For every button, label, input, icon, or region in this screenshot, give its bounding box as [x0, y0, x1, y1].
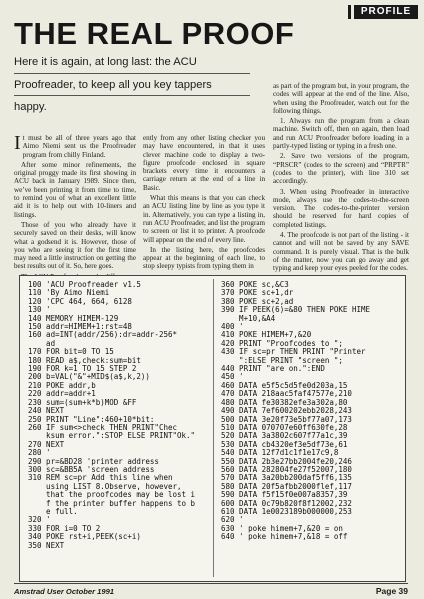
- drop-cap: I: [14, 132, 21, 154]
- listing-line: 580 DATA 20f5afbb2000flef,117: [221, 481, 352, 491]
- listing-line: ksum error.":STOP ELSE PRINT"Ok.": [28, 431, 196, 441]
- listing-line: 230 sum=(sum+k*b)MOD &FF: [28, 397, 137, 407]
- listing-line: 100 'ACU Proofreader v1.5: [28, 280, 141, 289]
- listing-line: 330 FOR i=0 TO 2: [28, 523, 101, 533]
- listing-line: 290 pr=&BD28 'printer address: [28, 456, 159, 466]
- listing-line: 300 sc=&BB5A 'screen address: [28, 464, 155, 474]
- listing-line: 460 DATA e5f5c5d5fe0d203a,15: [221, 380, 348, 390]
- program-listing: [19, 275, 406, 582]
- listing-line: ":ELSE PRINT "screen ";: [221, 355, 343, 365]
- listing-line: 550 DATA 2b3e27bb2004fe20,246: [221, 456, 352, 466]
- deck-line: Proofreader, to keep all you key tappers: [14, 78, 212, 91]
- listing-line: 180 READ a$,check:sum=bit: [28, 355, 141, 365]
- body-paragraph: 3. When using Proofreader in interactive mode, always use the codes-to-the-screen version. The codes-to-the-printer version should be reserved for hard copies of completed listings.: [273, 187, 409, 229]
- body-paragraph: ently from any other listing checker you may have encountered, in that it uses clever machine code to display a two-figure proofcode enclosed in square brackets every time it encounters a carriage return at the end of a line in Basic.: [143, 134, 265, 192]
- listing-line: 510 DATA 070707e60ff630fe,28: [221, 422, 348, 432]
- listing-line: 560 DATA 282804fe27f52007,180: [221, 464, 352, 474]
- listing-line: 520 DATA 3a3802c607f77a1c,39: [221, 431, 348, 441]
- page-footer: [14, 583, 408, 596]
- body-paragraph: 1. Always run the program from a clean machine. Switch off, then on again, then load and run ACU Proofreader before loading in a partly-typed listing or typing in a fresh one.: [273, 117, 409, 151]
- listing-line: 280 ': [28, 448, 51, 458]
- deck-line: happy.: [14, 101, 47, 113]
- listing-line: using LIST 8.Observe, however,: [28, 481, 182, 491]
- listing-line: 430 IF sc=pr THEN PRINT "Printer: [221, 347, 366, 357]
- listing-line: 150 addr=HIMEM+1:rst=48: [28, 322, 132, 332]
- listing-line: 140 MEMORY HIMEM-129: [28, 313, 119, 323]
- listing-line: f the printer buffer happens to b: [28, 498, 196, 508]
- listing-column-left: [28, 281, 208, 550]
- listing-line: 410 POKE HIMEM+7,&20: [221, 330, 312, 340]
- listing-line: 160 ad=INT(addr/256):dr=addr-256*: [28, 330, 178, 340]
- listing-line: 490 DATA 7ef600202ebb2028,243: [221, 406, 352, 416]
- deck-line: Here it is again, at long last: the ACU: [14, 56, 197, 68]
- footer-page-number: Page 39: [375, 586, 408, 596]
- listing-line: 540 DATA 12f7d1c1f1e17c9,8: [221, 448, 339, 458]
- listing-line: 600 DATA 0c79b820f8f12002,232: [221, 498, 352, 508]
- listing-line: 240 NEXT: [28, 406, 65, 416]
- listing-line: 200 b=VAL("&"+MID$(a$,k,2)): [28, 372, 150, 382]
- listing-line: 370 POKE sc+1,dr: [221, 288, 294, 298]
- article-title: THE REAL PROOF: [14, 16, 295, 51]
- listing-line: 270 NEXT: [28, 439, 65, 449]
- body-paragraph: In the listing here, the proofcodes appear at the beginning of each line, to stop sleepy typists from typing them in: [143, 245, 265, 271]
- listing-line: 120 'CPC 464, 664, 6128: [28, 296, 132, 306]
- body-paragraph: Those of you who already have it securely saved on their desks, will know what a godsend it is. However, those of you who are seeing it for the first time may need a little instruction on getting the best results out of it. So, here goes.: [14, 220, 136, 271]
- listing-column-right: [221, 281, 401, 542]
- body-paragraph: 4. The proofcode is not part of the listing - it cannot and will not be saved by any SAVE command. It is purely visual. That is the bulk of the matter, now you can go away and get typing and keep your eyes peeled for the codes.: [273, 231, 409, 273]
- listing-line: 350 NEXT: [28, 540, 65, 550]
- listing-line: 310 REM sc=pr Add this line when: [28, 473, 173, 483]
- section-tag: PROFILE: [354, 5, 418, 19]
- listing-line: 590 DATA f5f15f0e007a8357,39: [221, 490, 348, 500]
- body-column-1: [14, 134, 136, 283]
- listing-line: 450 ': [221, 372, 244, 382]
- listing-line: 400 ': [221, 322, 244, 332]
- listing-line: 440 PRINT "are on.":END: [221, 364, 325, 374]
- listing-line: 570 DATA 3a20bb200daf5ff6,135: [221, 473, 352, 483]
- body-paragraph: What this means is that you can check an ACU listing line by line as you type it in. Alternatively, you can type a listing in, run ACU Proofreader, and list the program to screen or list it to printer. A proofcode will appear on the end of every line.: [143, 194, 265, 244]
- listing-line: 480 DATA fe30382efe3a302a,80: [221, 397, 348, 407]
- footer-magazine-issue: Amstrad User October 1991: [14, 587, 115, 596]
- deck-divider: [14, 73, 250, 74]
- body-paragraph: 2. Save two versions of the program, “PRSCR” (codes to the screen) and “PRPTR” (codes to the printer), with line 310 set accordingly.: [273, 152, 409, 186]
- listing-line: 260 IF sum<>check THEN PRINT"Chec: [28, 422, 178, 432]
- listing-line: that the proofcodes may be lost i: [28, 490, 196, 500]
- listing-line: 360 POKE sc,&C3: [221, 280, 289, 289]
- listing-line: 250 PRINT "Line":460+10*bit:: [28, 414, 155, 424]
- listing-line: 620 ': [221, 515, 244, 525]
- listing-line: 500 DATA 3e20f73e5bf77a07,173: [221, 414, 352, 424]
- body-paragraph: It must be all of three years ago that Aimo Niemi sent us the Proofreader program from chilly Finland.: [14, 132, 136, 159]
- listing-line: M+10,&A4: [221, 313, 276, 323]
- listing-line: 170 FOR bit=0 TO 15: [28, 347, 114, 357]
- listing-divider: [213, 279, 214, 577]
- body-paragraph: as part of the program but, in your program, the codes will appear at the end of the line. Also, when using the Proofreader, watch out for the following things.: [273, 82, 409, 115]
- article-deck: [14, 56, 250, 115]
- listing-line: 610 DATA 1e0023189b000000,253: [221, 506, 352, 516]
- listing-line: 130 ': [28, 305, 51, 315]
- listing-line: 110 'By Aimo Niemi: [28, 288, 110, 298]
- deck-divider: [14, 95, 250, 96]
- listing-line: e full.: [28, 506, 78, 516]
- body-column-3: [273, 82, 409, 275]
- listing-line: 210 POKE addr,b: [28, 380, 96, 390]
- listing-line: 530 DATA cb4320ef3e5df73e,61: [221, 439, 348, 449]
- listing-line: 380 POKE sc+2,ad: [221, 296, 294, 306]
- listing-line: 640 ' poke himem+7,&18 = off: [221, 532, 348, 542]
- listing-line: 470 DATA 218aac5faf47577e,210: [221, 389, 352, 399]
- listing-line: 630 ' poke himem+7,&20 = on: [221, 523, 343, 533]
- listing-line: 420 PRINT "Proofcodes to ";: [221, 338, 343, 348]
- listing-line: 190 FOR k=1 TO 15 STEP 2: [28, 364, 137, 374]
- listing-line: 320 ': [28, 515, 51, 525]
- listing-line: ad: [28, 338, 56, 348]
- body-paragraph: After some minor refinements, the original proggy made its first showing in ACU back in January 1989. Since then, we’ve been printing it from time to time, to remind you of what an excellent little aid it is to help out with 10-liners and listings.: [14, 160, 136, 219]
- listing-line: 340 POKE rst+i,PEEK(sc+i): [28, 532, 141, 542]
- body-column-2: [143, 134, 265, 273]
- listing-line: 390 IF PEEK(6)=&80 THEN POKE HIME: [221, 305, 371, 315]
- listing-line: 220 addr=addr+1: [28, 389, 96, 399]
